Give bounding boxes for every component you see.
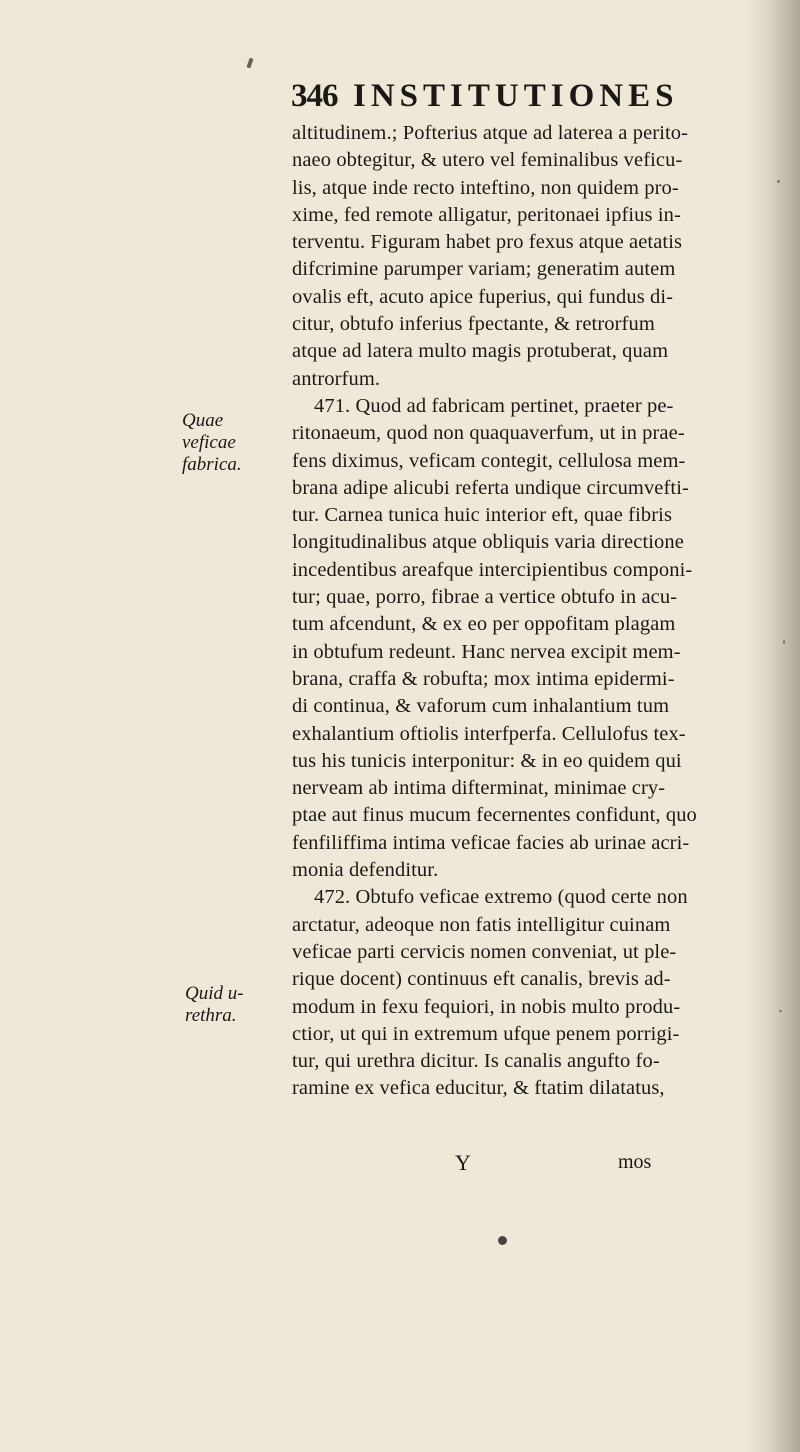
text-line: xime, fed remote alligatur, peritonaei ipfius in- [292, 203, 681, 226]
paper-fleck [783, 640, 785, 644]
signature-mark: Y [455, 1150, 471, 1175]
text-line: ctior, ut qui in extremum ufque penem porrigi- [292, 1022, 680, 1045]
text-line: terventu. Figuram habet pro fexus atque aetatis [292, 231, 683, 254]
page-edge-shadow [766, 0, 800, 1452]
text-line: lis, atque inde recto inteftino, non quidem pro- [292, 176, 679, 199]
sidenote-line: veficae [182, 432, 236, 453]
paper-fleck [779, 1010, 782, 1012]
text-line: nerveam ab intima difterminat, minimae cry- [292, 777, 666, 800]
text-line-paragraph-471: 471. Quod ad fabricam pertinet, praeter pe- [314, 394, 674, 417]
header-title: INSTITUTIONES [353, 78, 679, 114]
text-line: fenfiliffima intima veficae facies ab urinae acri- [292, 831, 690, 854]
sidenote-urethra [185, 983, 244, 1027]
page-number: 346 [291, 78, 338, 114]
text-line: arctatur, adeoque non fatis intelligitur cuinam [292, 913, 671, 936]
sidenote-line: rethra. [185, 1005, 237, 1026]
text-line: modum in fexu fequiori, in nobis multo produ- [292, 995, 681, 1018]
text-line: difcrimine parumper variam; generatim autem [292, 258, 676, 281]
text-line: tur. Carnea tunica huic interior eft, quae fibris [292, 504, 673, 527]
text-line: veficae parti cervicis nomen conveniat, ut ple- [292, 940, 677, 963]
body-text [292, 120, 767, 1103]
text-line: exhalantium oftiolis interfperfa. Cellulofus tex- [292, 722, 686, 745]
running-head [0, 78, 800, 120]
text-line: ritonaeum, quod non quaquaverfum, ut in prae- [292, 422, 685, 445]
text-line: tur; quae, porro, fibrae a vertice obtufo in acu- [292, 586, 678, 609]
text-line: tus his tunicis interponitur: & in eo quidem qui [292, 749, 682, 772]
text-line: longitudinalibus atque obliquis varia directione [292, 531, 684, 554]
text-line: atque ad latera multo magis protuberat, quam [292, 340, 669, 363]
sidenote-line: fabrica. [182, 454, 242, 475]
text-line: altitudinem.; Pofterius atque ad laterea a perito- [292, 122, 689, 144]
ink-blot [498, 1236, 507, 1245]
text-line: ptae aut finus mucum fecernentes confidunt, quo [292, 804, 697, 827]
text-line: naeo obtegitur, & utero vel feminalibus veficu- [292, 149, 683, 172]
text-line: incedentibus areafque intercipientibus componi- [292, 558, 693, 581]
text-line: monia defenditur. [292, 859, 439, 882]
text-line: fens diximus, veficam contegit, cellulosa mem- [292, 449, 686, 472]
sidenote-line: Quid u- [185, 983, 244, 1004]
text-line: ramine ex vefica educitur, & ftatim dilatatus, [292, 1077, 665, 1100]
text-line: brana, craffa & robufta; mox intima epidermi- [292, 667, 675, 690]
text-line: citur, obtufo inferius fpectante, & retrorfum [292, 313, 655, 336]
text-line: ovalis eft, acuto apice fuperius, qui fundus di- [292, 285, 674, 308]
text-line: antrorfum. [292, 367, 381, 390]
text-line-paragraph-472: 472. Obtufo veficae extremo (quod certe non [314, 886, 688, 909]
text-line: rique docent) continuus eft canalis, brevis ad- [292, 968, 671, 991]
catchword: mos [618, 1151, 652, 1173]
text-line: in obtufum redeunt. Hanc nervea excipit mem- [292, 640, 681, 663]
text-line: tum afcendunt, & ex eo per oppofitam plagam [292, 613, 676, 636]
ink-tick-mark [246, 58, 253, 69]
sidenote-veficae-fabrica [182, 410, 242, 476]
text-line: brana adipe alicubi referta undique circumvefti- [292, 476, 689, 499]
text-line: di continua, & vaforum cum inhalantium tum [292, 695, 670, 718]
sidenote-line: Quae [182, 410, 224, 431]
paper-fleck [777, 180, 780, 183]
text-line: tur, qui urethra dicitur. Is canalis angufto fo- [292, 1050, 660, 1073]
